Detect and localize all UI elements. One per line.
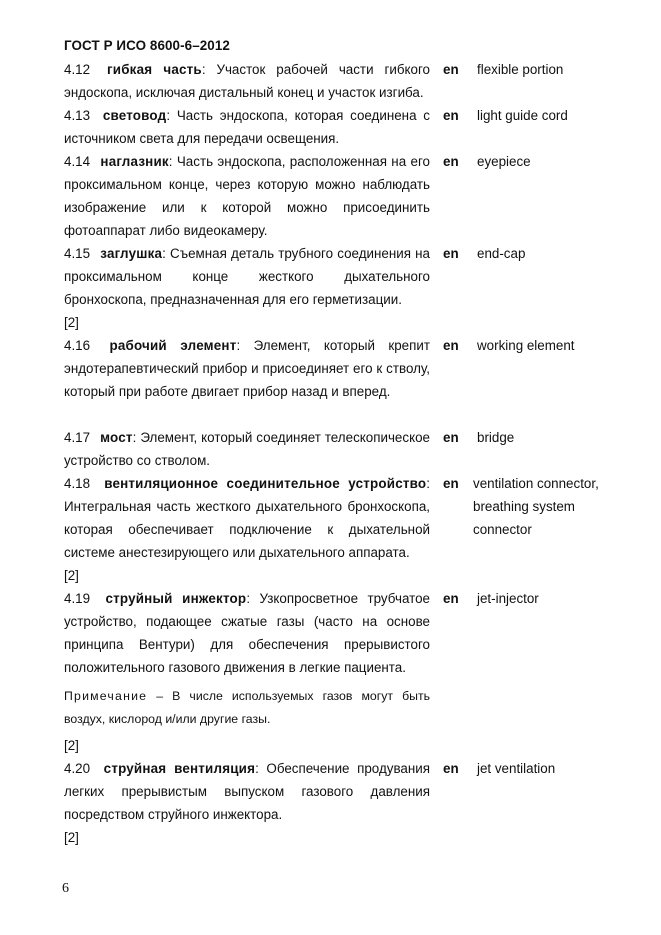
term-definition-text: Часть эндоскопа, которая соединена с источником света для передачи освещения. xyxy=(64,108,430,146)
term-number: 4.19 xyxy=(64,591,91,606)
term-definition: 4.20 струйная вентиляция: Обеспечение продувания легких прерывистым выпуском газового давления посредством струйного инжектора. xyxy=(64,761,430,822)
reference-marker: [2] xyxy=(64,830,79,845)
term-definition: 4.16 рабочий элемент: Элемент, который крепит эндотерапевтический прибор и присоединяет его к стволу, который при работе двигает прибор назад и вперед. xyxy=(64,338,430,399)
note-dash: – xyxy=(156,689,164,703)
term-number: 4.17 xyxy=(64,430,91,445)
term-name: струйный инжектор xyxy=(105,591,247,606)
page-number: 6 xyxy=(62,881,69,896)
term-definition-text: Обеспечение продувания легких прерывистым выпуском газового давления посредством струйного инжектора. xyxy=(64,761,430,822)
english-term: eyepiece xyxy=(477,154,531,169)
term-name: мост xyxy=(100,430,133,445)
term-definition-text: Элемент, который соединяет телескопическое устройство со стволом. xyxy=(64,430,430,468)
note-text: В числе используемых газов могут быть воздух, кислород и/или другие газы. xyxy=(64,689,430,726)
english-term: ventilation connector, breathing system connector xyxy=(473,476,599,537)
standard-header: ГОСТ Р ИСО 8600-6–2012 xyxy=(64,38,230,53)
english-term: working element xyxy=(477,338,575,353)
note-label: Примечание xyxy=(64,689,148,703)
reference-marker: [2] xyxy=(64,568,79,583)
reference-marker: [2] xyxy=(64,738,79,753)
note-block xyxy=(64,685,430,731)
term-definition-text: Интегральная часть жесткого дыхательного бронхоскопа, которая обеспечивает подключение к дыхательной системе анестезирующего или дыхательного аппарата. xyxy=(64,499,430,560)
term-definition: 4.19 струйный инжектор: Узкопросветное трубчатое устройство, подающее сжатые газы (часто на основе принципа Вентури) для обеспечения прерывистого положительного газового движения в легкие пациента. xyxy=(64,591,430,675)
english-term: flexible portion xyxy=(477,62,564,77)
term-number: 4.13 xyxy=(64,108,91,123)
language-code: en xyxy=(443,591,459,606)
english-term: bridge xyxy=(477,430,515,445)
term-name: наглазник xyxy=(100,154,169,169)
english-term: jet-injector xyxy=(477,591,539,606)
language-code: en xyxy=(443,761,459,776)
term-definition-text: Элемент, который крепит эндотерапевтический прибор и присоединяет его к стволу, который при работе двигает прибор назад и вперед. xyxy=(64,338,430,399)
term-number: 4.20 xyxy=(64,761,91,776)
term-name: струйная вентиляция xyxy=(103,761,256,776)
term-definition-text: Узкопросветное трубчатое устройство, подающее сжатые газы (часто на основе принципа Вентури) для обеспечения прерывистого положительного газового движения в легкие пациента. xyxy=(64,591,430,675)
term-definition: 4.17 мост: Элемент, который соединяет телескопическое устройство со стволом. xyxy=(64,430,430,468)
term-number: 4.12 xyxy=(64,62,91,77)
term-number: 4.15 xyxy=(64,246,91,261)
term-definition-text: Часть эндоскопа, расположенная на его проксимальном конце, через которую можно наблюдать изображение или к которой можно присоединить фотоаппарат либо видеокамеру. xyxy=(64,154,430,238)
language-code: en xyxy=(443,108,459,123)
english-term: light guide cord xyxy=(477,108,568,123)
term-number: 4.16 xyxy=(64,338,91,353)
term-definition: 4.15 заглушка: Съемная деталь трубного соединения на проксимальном конце жесткого дыхательного бронхоскопа, предназначенная для его герметизации. xyxy=(64,246,430,307)
term-name: световод xyxy=(102,108,167,123)
language-code: en xyxy=(443,246,459,261)
term-definition: 4.18 вентиляционное соединительное устройство: Интегральная часть жесткого дыхательного бронхоскопа, которая обеспечивает подключение к дыхательной системе анестезирующего или дыхательного аппарата. xyxy=(64,476,430,560)
term-definition-text: Участок рабочей части гибкого эндоскопа, исключая дистальный конец и участок изгиба. xyxy=(64,62,430,100)
reference-marker: [2] xyxy=(64,315,79,330)
term-definition: 4.14 наглазник: Часть эндоскопа, расположенная на его проксимальном конце, через которую можно наблюдать изображение или к которой можно присоединить фотоаппарат либо видеокамеру. xyxy=(64,154,430,238)
english-term: jet ventilation xyxy=(477,761,556,776)
language-code: en xyxy=(443,338,459,353)
term-definition-text: Съемная деталь трубного соединения на проксимальном конце жесткого дыхательного бронхоскопа, предназначенная для его герметизации. xyxy=(64,246,430,307)
term-name: гибкая часть xyxy=(106,62,202,77)
term-name: заглушка xyxy=(100,246,163,261)
language-code: en xyxy=(443,430,459,445)
language-code: en xyxy=(443,62,459,77)
term-name: вентиляционное соединительное устройство xyxy=(104,476,427,491)
language-code: en xyxy=(443,476,459,491)
term-number: 4.14 xyxy=(64,154,91,169)
term-definition: 4.12 гибкая часть: Участок рабочей части гибкого эндоскопа, исключая дистальный конец и участок изгиба. xyxy=(64,62,430,100)
term-definition: 4.13 световод: Часть эндоскопа, которая соединена с источником света для передачи освещения. xyxy=(64,108,430,146)
term-number: 4.18 xyxy=(64,476,91,491)
english-term: end-cap xyxy=(477,246,526,261)
term-name: рабочий элемент xyxy=(109,338,237,353)
language-code: en xyxy=(443,154,459,169)
